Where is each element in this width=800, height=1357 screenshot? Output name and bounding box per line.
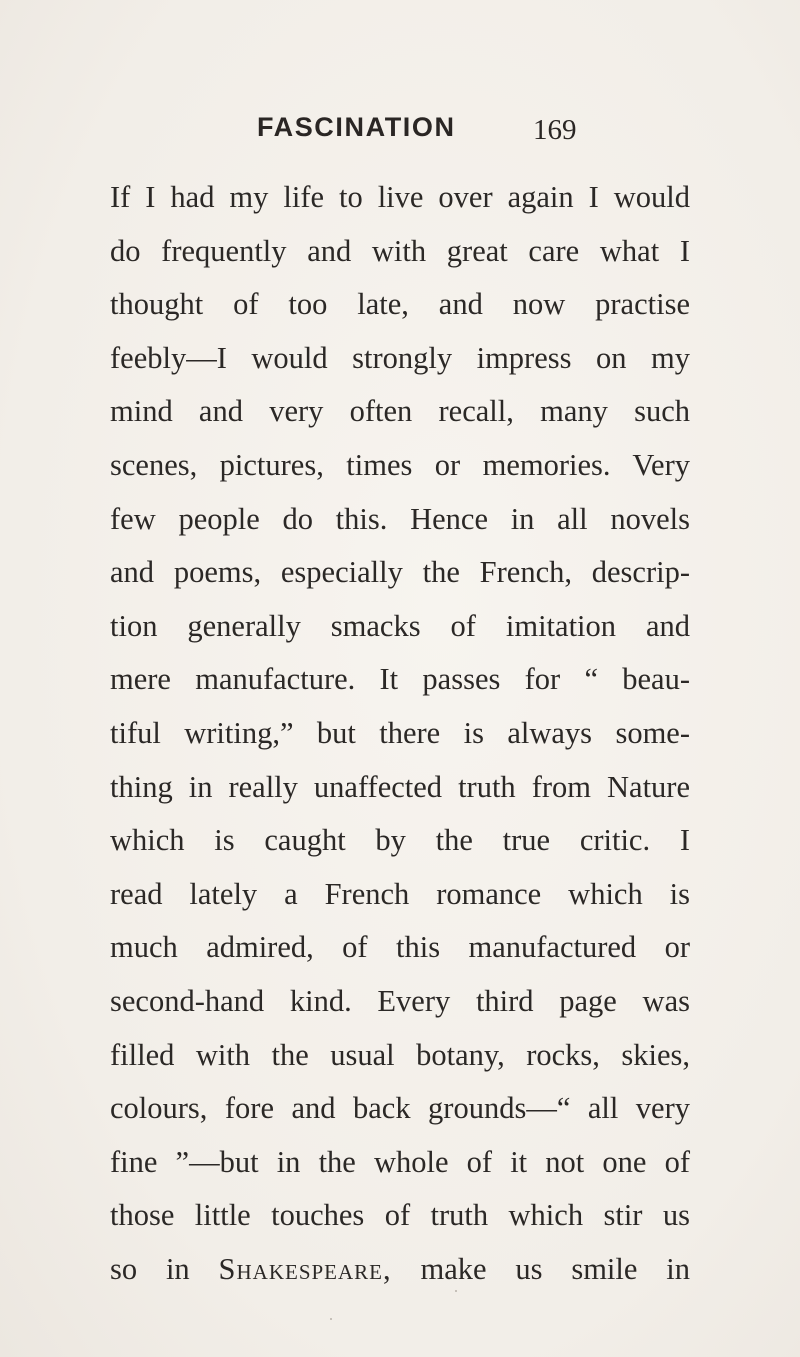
text-line: which is caught by the true critic. I <box>110 823 690 858</box>
page-number: 169 <box>533 114 577 146</box>
body-paragraph <box>110 171 690 1296</box>
text-line: filled with the usual botany, rocks, skies, <box>110 1037 690 1072</box>
text-line: and poems, especially the French, descrip- <box>110 555 690 590</box>
text-line: feebly—I would strongly impress on my <box>110 340 690 375</box>
text-line: scenes, pictures, times or memories. Very <box>110 447 690 482</box>
text-line: do frequently and with great care what I <box>110 233 690 268</box>
text-line: second-hand kind. Every third page was <box>110 983 690 1018</box>
paper-speck <box>455 1290 457 1292</box>
last-line-after: make us smile in <box>420 1251 690 1286</box>
text-line: tion generally smacks of imitation and <box>110 608 690 643</box>
text-line: tiful writing,” but there is always some- <box>110 715 690 750</box>
text-line-last <box>110 1243 690 1297</box>
text-line: mind and very often recall, many such <box>110 394 690 429</box>
text-line: thing in really unaffected truth from Nature <box>110 769 690 804</box>
text-line: fine ”—but in the whole of it not one of <box>110 1144 690 1179</box>
text-line: much admired, of this manufactured or <box>110 930 690 965</box>
text-line: few people do this. Hence in all novels <box>110 501 690 536</box>
paper-speck <box>330 1318 332 1320</box>
last-line-before: so in <box>110 1251 190 1286</box>
text-line: thought of too late, and now practise <box>110 287 690 322</box>
text-line: If I had my life to live over again I would <box>110 180 690 214</box>
text-line: those little touches of truth which stir us <box>110 1198 690 1233</box>
text-line: colours, fore and back grounds—“ all very <box>110 1091 690 1126</box>
page-header <box>257 112 717 156</box>
running-head: FASCINATION <box>257 112 456 142</box>
author-name-small-caps: Shakespeare, <box>218 1251 392 1286</box>
text-line: mere manufacture. It passes for “ beau- <box>110 662 690 697</box>
text-line: read lately a French romance which is <box>110 876 690 911</box>
